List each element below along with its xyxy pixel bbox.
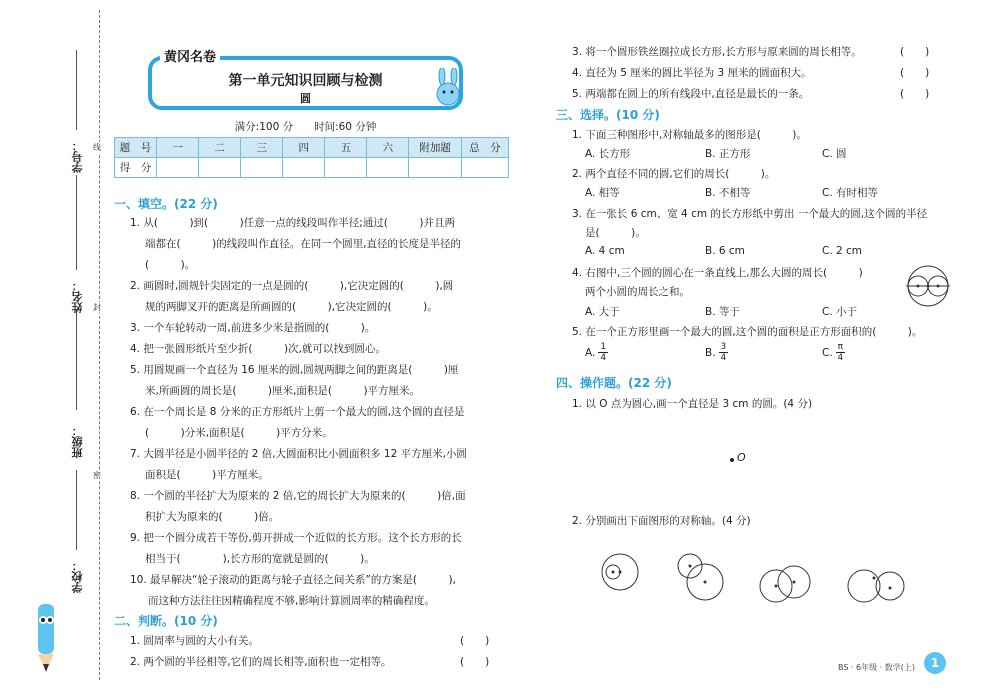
- question-line: 6. 在一个周长是 8 分米的正方形纸片上剪一个最大的圆,这个圆的直径是: [130, 406, 465, 418]
- question-line: ( )。: [145, 259, 196, 271]
- fraction: [719, 342, 729, 363]
- cut-line: [99, 10, 100, 680]
- figure-circles-overlap: [760, 566, 810, 602]
- choice-option-b[interactable]: [705, 342, 728, 363]
- fraction-denominator: 4: [837, 353, 844, 363]
- choice-option[interactable]: C. 有时相等: [822, 187, 879, 199]
- cut-mark-seal: 封: [93, 303, 101, 312]
- option-prefix: A.: [585, 346, 596, 359]
- page-subtitle: 圆: [300, 92, 311, 105]
- option-prefix: C.: [822, 346, 833, 359]
- score-header-cell: 总 分: [461, 138, 508, 158]
- score-header-cell: 题 号: [115, 138, 157, 158]
- fraction-numerator: 3: [720, 342, 727, 352]
- question-line: 规的两脚叉开的距离是所画圆的( ),它决定圆的( )。: [145, 301, 438, 313]
- choice-question: 3. 在一张长 6 cm、宽 4 cm 的长方形纸中剪出 一个最大的圆,这个圆的半径: [572, 208, 928, 220]
- pencil-mascot-icon: [32, 598, 62, 678]
- class-field[interactable]: [76, 310, 77, 410]
- exam-meta: 满分:100 分 时间:60 分钟: [234, 121, 377, 133]
- question-line: 1. 从( )到( )任意一点的线段叫作半径;通过( )并且两: [130, 217, 455, 229]
- fraction-numerator: π: [837, 342, 844, 352]
- name-field[interactable]: [76, 175, 77, 270]
- judge-answer-blank[interactable]: ( ): [460, 635, 490, 647]
- section-title: 一、填空。(22 分): [114, 197, 218, 211]
- choice-option[interactable]: B. 6 cm: [705, 245, 745, 257]
- figure-circles-triple: [848, 570, 904, 602]
- judge-item: 5. 两端都在圆上的所有线段中,直径是最长的一条。: [572, 88, 810, 100]
- score-cell[interactable]: [199, 158, 241, 178]
- choice-question: 是( )。: [585, 227, 646, 239]
- score-header-cell: 六: [367, 138, 409, 158]
- question-line: 积扩大为原来的( )倍。: [145, 511, 280, 523]
- question-line: 9. 把一个圆分成若干等份,剪开拼成一个近似的长方形。这个长方形的长: [130, 532, 462, 544]
- page-number: 1: [924, 652, 946, 674]
- score-cell[interactable]: [367, 158, 409, 178]
- id-field[interactable]: [76, 50, 77, 130]
- choice-option-a[interactable]: [585, 342, 608, 363]
- brand-logo: 黄冈名卷: [160, 46, 220, 65]
- score-header-cell: 三: [241, 138, 283, 158]
- rabbit-mascot-icon: [428, 68, 468, 108]
- score-cell[interactable]: [325, 158, 367, 178]
- fraction: [598, 342, 608, 363]
- choice-option[interactable]: C. 圆: [822, 148, 847, 160]
- choice-question: 2. 两个直径不同的圆,它们的周长( )。: [572, 168, 776, 180]
- score-header-cell: 一: [157, 138, 199, 158]
- choice-question: 两个小圆的周长之和。: [585, 286, 690, 298]
- score-header-cell: 二: [199, 138, 241, 158]
- score-cell[interactable]: [409, 158, 461, 178]
- choice-option[interactable]: A. 大于: [585, 306, 620, 318]
- symmetry-figures: [598, 548, 948, 608]
- choice-option[interactable]: A. 4 cm: [585, 245, 625, 257]
- choice-option[interactable]: B. 不相等: [705, 187, 751, 199]
- question-line: 5. 用圆规画一个直径为 16 厘米的圆,圆规两脚之间的距离是( )厘: [130, 364, 459, 376]
- question-line: 3. 一个车轮转动一周,前进多少米是指圆的( )。: [130, 322, 376, 334]
- question-line: ( )分米,面积是( )平方分米。: [145, 427, 333, 439]
- cut-mark-line: 线: [93, 143, 101, 152]
- choice-option[interactable]: A. 相等: [585, 187, 620, 199]
- choice-option[interactable]: B. 正方形: [705, 148, 751, 160]
- cut-mark-secret: 密: [93, 471, 101, 480]
- school-label: 学校：: [71, 560, 84, 593]
- school-field[interactable]: [76, 470, 77, 550]
- choice-question: 1. 下面三种图形中,对称轴最多的图形是( )。: [572, 129, 807, 141]
- judge-answer-blank[interactable]: ( ): [900, 46, 930, 58]
- score-cell[interactable]: [241, 158, 283, 178]
- three-circles-figure: [900, 264, 956, 308]
- score-header-cell: 四: [283, 138, 325, 158]
- section-title: 四、操作题。(22 分): [556, 376, 672, 390]
- class-label: 班级：: [71, 425, 84, 458]
- question-line: 2. 画圆时,圆规针尖固定的一点是圆的( ),它决定圆的( ),圆: [130, 280, 454, 292]
- choice-option[interactable]: C. 2 cm: [822, 245, 863, 257]
- question-line: 而这种方法往往因精确程度不够,影响计算圆周率的精确程度。: [148, 595, 435, 607]
- judge-answer-blank[interactable]: ( ): [900, 88, 930, 100]
- judge-item: 3. 将一个圆形铁丝圈拉成长方形,长方形与原来圆的周长相等。: [572, 46, 862, 58]
- judge-item: 2. 两个圆的半径相等,它们的周长相等,面积也一定相等。: [130, 656, 392, 668]
- operation-question: 1. 以 O 点为圆心,画一个直径是 3 cm 的圆。(4 分): [572, 398, 813, 410]
- judge-item: 1. 圆周率与圆的大小有关。: [130, 635, 259, 647]
- choice-question: 4. 右图中,三个圆的圆心在一条直线上,那么大圆的周长( ): [572, 267, 863, 279]
- score-table: [114, 137, 509, 178]
- choice-question: 5. 在一个正方形里画一个最大的圆,这个圆的面积是正方形面积的( )。: [572, 326, 923, 338]
- id-label: 学号：: [71, 140, 84, 173]
- choice-option[interactable]: A. 长方形: [585, 148, 631, 160]
- choice-option[interactable]: C. 小于: [822, 306, 858, 318]
- score-row-label: 得 分: [115, 158, 157, 178]
- question-line: 8. 一个圆的半径扩大为原来的 2 倍,它的周长扩大为原来的( )倍,面: [130, 490, 466, 502]
- page-title: 第一单元知识回顾与检测: [228, 73, 383, 89]
- judge-answer-blank[interactable]: ( ): [460, 656, 490, 668]
- question-line: 4. 把一张圆形纸片至少折( )次,就可以找到圆心。: [130, 343, 386, 355]
- score-header-cell: 五: [325, 138, 367, 158]
- operation-question: 2. 分别画出下面图形的对称轴。(4 分): [572, 515, 751, 527]
- score-cell[interactable]: [461, 158, 508, 178]
- question-line: 面积是( )平方厘米。: [145, 469, 269, 481]
- fraction-numerator: 1: [600, 342, 607, 352]
- score-header-cell: 附加题: [409, 138, 461, 158]
- footer-text: BS · 6年级 · 数学(上): [838, 663, 916, 672]
- score-table-header: [115, 138, 509, 158]
- question-line: 7. 大圆半径是小圆半径的 2 倍,大圆面积比小圆面积多 12 平方厘米,小圆: [130, 448, 467, 460]
- center-point-label: O: [737, 451, 746, 464]
- figure-circles-stacked: [678, 554, 723, 600]
- question-line: 端都在( )的线段叫作直径。在同一个圆里,直径的长度是半径的: [145, 238, 462, 250]
- fraction-denominator: 4: [720, 353, 727, 363]
- fraction-denominator: 4: [600, 353, 607, 363]
- question-line: 米,所画圆的周长是( )厘米,面积是( )平方厘米。: [145, 385, 421, 397]
- figure-circle-inner: [602, 554, 638, 590]
- option-prefix: B.: [705, 346, 716, 359]
- question-line: 相当于( ),长方形的宽就是圆的( )。: [145, 553, 375, 565]
- score-cell[interactable]: [283, 158, 325, 178]
- score-cell[interactable]: [157, 158, 199, 178]
- fraction: [836, 342, 845, 363]
- question-line: 10. 最早解决“轮子滚动的距离与轮子直径之间关系”的方案是( ),: [130, 574, 456, 586]
- section-title: 二、判断。(10 分): [114, 614, 218, 628]
- choice-option[interactable]: B. 等于: [705, 306, 740, 318]
- section-title: 三、选择。(10 分): [556, 108, 660, 122]
- judge-item: 4. 直径为 5 厘米的圆比半径为 3 厘米的圆面积大。: [572, 67, 812, 79]
- score-row: [115, 158, 509, 178]
- judge-answer-blank[interactable]: ( ): [900, 67, 930, 79]
- name-label: 姓名：: [71, 280, 84, 313]
- choice-option-c[interactable]: [822, 342, 845, 363]
- center-point: [730, 458, 734, 462]
